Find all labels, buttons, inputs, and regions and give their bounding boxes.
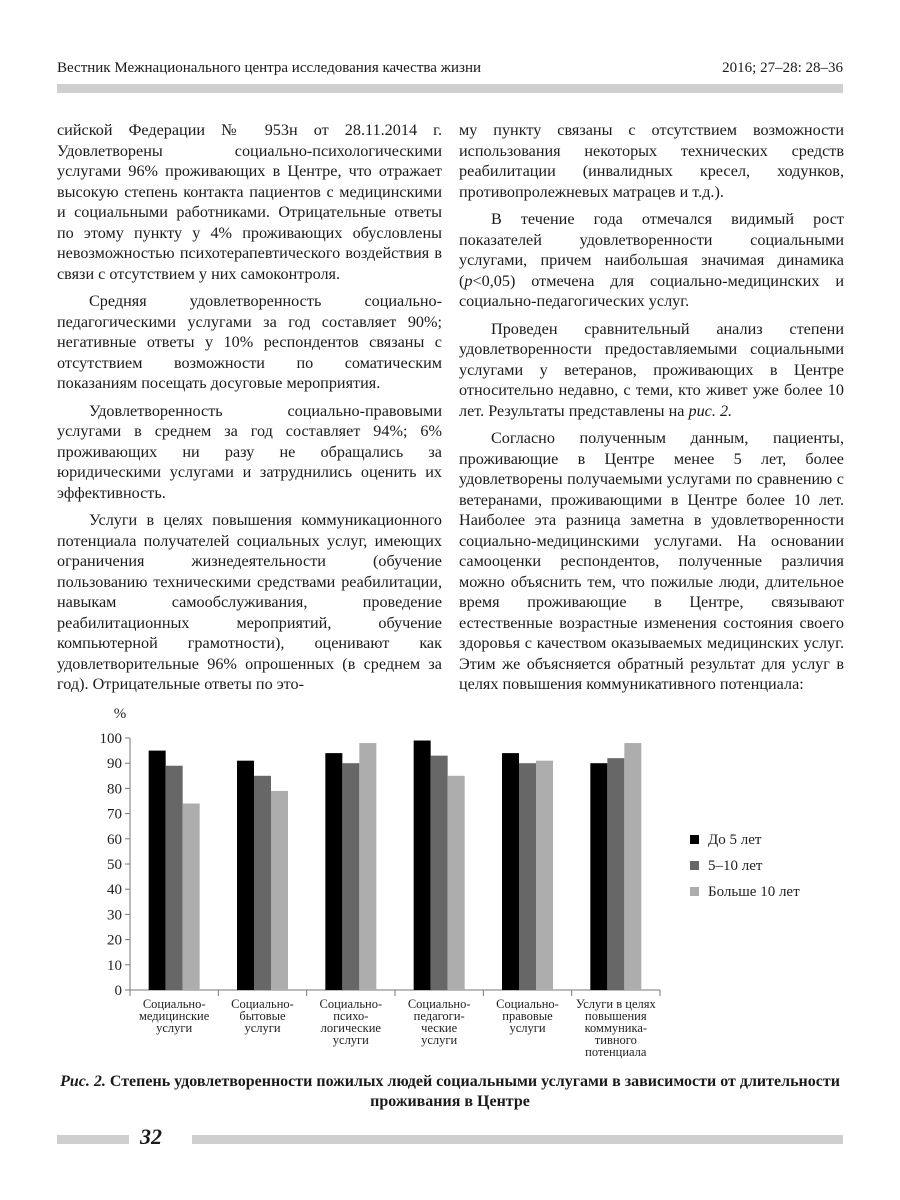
- p-value-symbol: p: [464, 271, 473, 290]
- caption-text: Степень удовлетворенности пожилых людей социальными услугами в зависимости от длительности проживания в Центре: [105, 1073, 840, 1110]
- x-category-label: медицинские: [139, 1009, 210, 1023]
- bar: [536, 761, 553, 990]
- x-category-label: правовые: [502, 1009, 553, 1023]
- legend-swatch: [690, 887, 699, 896]
- x-category-label: Социально-: [319, 997, 383, 1011]
- y-tick-label: 30: [107, 907, 122, 924]
- right-column: [459, 120, 844, 702]
- x-category-label: бытовые: [239, 1009, 286, 1023]
- y-tick-label: 10: [107, 957, 122, 974]
- x-category-label: Услуги в целях: [575, 997, 656, 1011]
- text-run: <0,05) отмечена для социально-медицинских и социально-педагогических услуг.: [459, 271, 844, 310]
- bar: [414, 741, 431, 990]
- figure-caption: [57, 1072, 843, 1112]
- figure-label: Рис. 2.: [60, 1073, 106, 1090]
- x-category-label: услуги: [156, 1021, 193, 1035]
- x-category-label: услуги: [509, 1021, 546, 1035]
- paragraph: Удовлетворенность социально-правовыми услугами в среднем за год составляет 94%; 6% проживающих ни разу не обращались за юридическими услугами и затруднились оценить их эффективность.: [57, 401, 442, 502]
- x-category-label: Социально-: [407, 997, 471, 1011]
- x-category-label: коммуника-: [584, 1021, 648, 1035]
- running-header: [57, 60, 843, 82]
- text-run: Проведен сравнительный анализ степени удовлетворенности предоставляемыми социальными услугами у ветеранов, проживающих в Центре относительно недавно, с теми, кто живет уже более 10 лет. Результаты представлены на: [459, 319, 844, 420]
- x-category-label: повышения: [585, 1009, 647, 1023]
- y-tick-label: 100: [100, 731, 122, 747]
- x-category-label: Социально-: [142, 997, 206, 1011]
- bar: [342, 763, 359, 990]
- x-category-label: услуги: [332, 1033, 369, 1047]
- figure-reference: рис. 2.: [688, 401, 733, 420]
- bar: [254, 776, 271, 990]
- bar: [502, 753, 519, 990]
- x-category-label: потенциала: [585, 1045, 647, 1059]
- paragraph: Согласно полученным данным, пациенты, проживающие в Центре менее 5 лет, более удовлетворены получаемыми услугами по сравнению с ветеранами, проживающими в Центре более 10 лет. Наиболее эта разница заметна в удовлетворенности социально-медицинскими услугами. На основании самооценки респондентов, полученные различия можно объяснить тем, что пожилые люди, длительное время проживающие в Центре, связывают естественные возрастные изменения состояния своего здоровья с качеством оказываемых медицинских услуг. Этим же объясняется обратный результат для услуг в целях повышения коммуникативного потенциала:: [459, 429, 844, 693]
- bar: [448, 776, 465, 990]
- bar: [271, 791, 288, 990]
- paragraph: сийской Федерации № 953н от 28.11.2014 г. Удовлетворены социально-психологическими услугами 96% проживающих в Центре, что отражает высокую степень контакта пациентов с медицинскими и социальными работниками. Отрицательные ответы по этому пункту у 4% проживающих обусловлены невозможностью психотерапевтического воздействия в связи с отсутствием у них самоконтроля.: [57, 121, 442, 283]
- y-tick-label: 0: [114, 983, 122, 999]
- x-category-label: ческие: [421, 1021, 458, 1035]
- header-rule: [57, 84, 843, 93]
- x-category-label: услуги: [421, 1033, 458, 1047]
- page-number: 32: [140, 1124, 162, 1149]
- issue-info: 2016; 27–28: 28–36: [722, 60, 843, 76]
- y-tick-label: 80: [107, 781, 122, 798]
- footer-rule-left: [57, 1135, 129, 1144]
- paragraph: му пункту связаны с отсутствием возможности использования некоторых технических средств реабилитации (инвалидных кресел, ходунков, противопролежневых матрацев и т.д.).: [459, 121, 844, 201]
- legend-label: Больше 10 лет: [708, 884, 800, 900]
- legend-label: 5–10 лет: [708, 858, 763, 874]
- bar-chart: [100, 700, 860, 1068]
- y-tick-label: 60: [107, 831, 122, 848]
- paragraph: Услуги в целях повышения коммуникационного потенциала получателей социальных услуг, имеющих ограничения жизнедеятельности (обучение пользованию техническими средствами реабилитации, навыкам самообслуживания, проведение реабилитационных мероприятий, обучение компьютерной грамотности), оценивают как удовлетворительные 96% опрошенных (в среднем за год). Отрицательные ответы по это-: [57, 511, 442, 693]
- y-tick-label: 70: [107, 806, 122, 823]
- figure-2-chart: [100, 700, 860, 1068]
- bar: [237, 761, 254, 990]
- x-category-label: Социально-: [231, 997, 294, 1011]
- text-run: В течение года отмечался видимый рост показателей удовлетворенности социальными услугами, причем наибольшая значимая динамика (: [459, 210, 844, 290]
- bar: [607, 758, 624, 990]
- journal-title: Вестник Межнационального центра исследования качества жизни: [57, 60, 482, 76]
- y-tick-label: 90: [107, 756, 122, 773]
- left-column: [57, 120, 442, 702]
- bar: [149, 751, 166, 990]
- y-tick-label: 40: [107, 882, 122, 899]
- paragraph: [459, 209, 844, 312]
- y-tick-label: 50: [107, 857, 122, 873]
- x-category-label: психо-: [333, 1009, 369, 1023]
- x-category-label: услуги: [244, 1021, 281, 1035]
- y-axis-unit-label: %: [113, 706, 127, 722]
- x-category-label: логические: [320, 1021, 381, 1035]
- x-category-label: педагоги-: [413, 1009, 465, 1023]
- x-category-label: Социально-: [496, 997, 559, 1011]
- bar: [624, 743, 641, 990]
- paragraph: [459, 319, 844, 422]
- legend-label: До 5 лет: [708, 832, 762, 848]
- bar: [325, 753, 342, 990]
- bar: [590, 763, 607, 990]
- bar: [431, 756, 448, 990]
- paragraph: Средняя удовлетворенность социально-педагогическими услугами за год составляет 90%; негативные ответы у 10% респондентов связаны с отсутствием возможности по соматическим показаниям посещать досуговые мероприятия.: [57, 292, 442, 392]
- footer-rule-right: [192, 1135, 843, 1144]
- x-category-label: тивного: [594, 1033, 637, 1047]
- bar: [183, 804, 200, 990]
- legend-swatch: [690, 861, 699, 870]
- bar: [359, 743, 376, 990]
- y-tick-label: 20: [107, 932, 122, 949]
- bar: [519, 763, 536, 990]
- legend-swatch: [690, 835, 699, 844]
- bar: [166, 766, 183, 990]
